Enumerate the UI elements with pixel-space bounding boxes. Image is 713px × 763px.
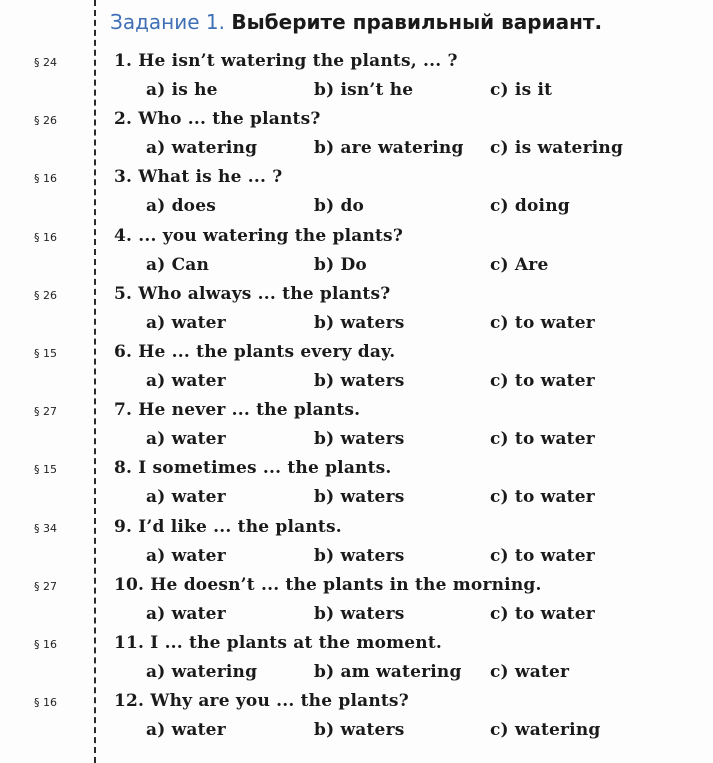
question-text: 3. What is he ... ?	[114, 167, 283, 187]
option-a: a) Can	[146, 255, 210, 275]
option-a: a) water	[146, 371, 226, 391]
paragraph-reference: § 16	[34, 638, 57, 651]
paragraph-reference: § 16	[34, 172, 57, 185]
option-c: c) to water	[490, 313, 595, 333]
paragraph-reference: § 24	[34, 56, 57, 69]
option-a: a) water	[146, 429, 226, 449]
question-text: 1. He isn’t watering the plants, ... ?	[114, 51, 458, 71]
option-c: c) to water	[490, 487, 595, 507]
option-c: c) is watering	[490, 138, 624, 158]
question-text: 10. He doesn’t ... the plants in the morning.	[114, 575, 542, 595]
option-a: a) water	[146, 313, 226, 333]
option-c: c) water	[490, 662, 570, 682]
option-b: b) waters	[314, 371, 405, 391]
option-a: a) water	[146, 546, 226, 566]
option-a: a) water	[146, 720, 226, 740]
option-c: c) to water	[490, 546, 595, 566]
question-text: 12. Why are you ... the plants?	[114, 691, 409, 711]
paragraph-reference: § 15	[34, 347, 57, 360]
option-b: b) are watering	[314, 138, 464, 158]
option-a: a) watering	[146, 662, 258, 682]
paragraph-reference: § 16	[34, 231, 57, 244]
option-b: b) waters	[314, 487, 405, 507]
option-b: b) waters	[314, 429, 405, 449]
task-instruction: Выберите правильный вариант.	[231, 10, 603, 34]
question-text: 5. Who always ... the plants?	[114, 284, 391, 304]
question-text: 4. ... you watering the plants?	[114, 226, 403, 246]
option-b: b) waters	[314, 720, 405, 740]
paragraph-reference: § 26	[34, 114, 57, 127]
paragraph-reference: § 15	[34, 463, 57, 476]
option-b: b) waters	[314, 313, 405, 333]
option-a: a) does	[146, 196, 216, 216]
paragraph-reference: § 27	[34, 580, 57, 593]
task-label: Задание 1.	[110, 10, 225, 34]
option-c: c) to water	[490, 371, 595, 391]
option-a: a) water	[146, 487, 226, 507]
option-b: b) do	[314, 196, 365, 216]
option-c: c) doing	[490, 196, 570, 216]
question-text: 9. I’d like ... the plants.	[114, 517, 342, 537]
option-c: c) watering	[490, 720, 601, 740]
question-text: 6. He ... the plants every day.	[114, 342, 396, 362]
option-b: b) isn’t he	[314, 80, 414, 100]
option-a: a) is he	[146, 80, 218, 100]
option-a: a) water	[146, 604, 226, 624]
paragraph-reference: § 16	[34, 696, 57, 709]
task-header	[110, 10, 602, 34]
paragraph-reference: § 34	[34, 522, 57, 535]
option-b: b) Do	[314, 255, 367, 275]
option-a: a) watering	[146, 138, 258, 158]
question-text: 11. I ... the plants at the moment.	[114, 633, 443, 653]
question-text: 8. I sometimes ... the plants.	[114, 458, 392, 478]
option-c: c) to water	[490, 604, 595, 624]
option-c: c) is it	[490, 80, 553, 100]
option-b: b) waters	[314, 546, 405, 566]
question-text: 7. He never ... the plants.	[114, 400, 361, 420]
paragraph-reference: § 27	[34, 405, 57, 418]
option-b: b) waters	[314, 604, 405, 624]
paragraph-reference: § 26	[34, 289, 57, 302]
option-c: c) to water	[490, 429, 595, 449]
margin-divider	[94, 0, 96, 763]
option-b: b) am watering	[314, 662, 462, 682]
option-c: c) Are	[490, 255, 549, 275]
question-text: 2. Who ... the plants?	[114, 109, 321, 129]
